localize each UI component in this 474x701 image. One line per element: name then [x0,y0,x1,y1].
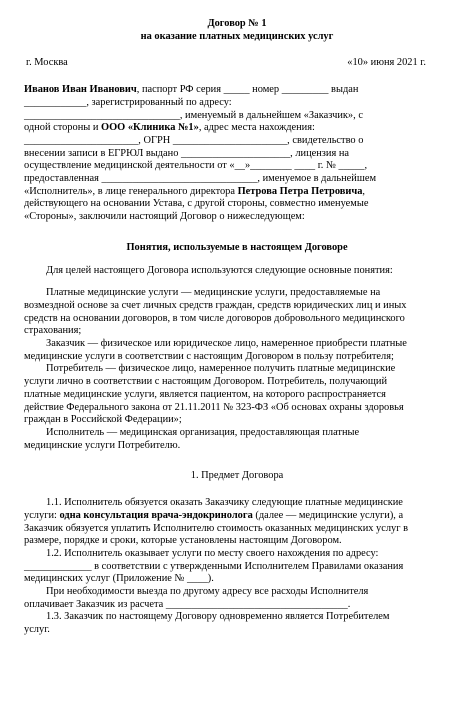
definition-executor-line-2: медицинские услуги Потребителю. [24,439,181,451]
clinic-name: ООО «Клиника №1» [101,122,199,134]
clause-1-1-line-2-pre: услуги: [24,509,60,521]
clause-1-3-line-1: 1.3. Заказчик по настоящему Договору одновременно является Потребителем [46,611,390,623]
clause-1-1-line-3: Заказчик обязуется уплатить Исполнителю стоимость оказанных медицинских услуг в [24,522,409,534]
concepts-definitions [24,287,450,452]
parties-line-9-post: , [362,185,366,197]
parties-line-4-pre: одной стороны и [24,122,101,134]
definition-consumer-line-2: услуги лично в соответствии с настоящим Договором. Потребитель, получающий [24,376,388,388]
clause-1-2-line-5: оплачивает Заказчик из расчета ___________________________________. [24,598,351,610]
parties-line-5: ______________________, ОГРН ______________________, свидетельство о [24,134,364,146]
definition-paid-services-line-4: страхования; [24,325,82,337]
section-1-body [24,497,450,637]
clause-1-2-line-4: При необходимости выезда по другому адресу все расходы Исполнителя [46,586,369,598]
parties-line-3: ______________________________, именуемый в дальнейшем «Заказчик», с [24,109,363,121]
definition-consumer-line-4: действие Федерального закона от 21.11.2011 № 323-ФЗ «Об основах охраны здоровья [24,401,404,413]
parties-line-11: «Стороны», заключили настоящий Договор о нижеследующем: [24,211,305,223]
definition-customer-line-1: Заказчик — физическое или юридическое лицо, намеренное приобрести платные [46,338,407,350]
definition-consumer-line-5: граждан в Российской Федерации»; [24,414,182,426]
customer-name: Иванов Иван Иванович [24,84,137,96]
parties-line-6: внесении записи в ЕГРЮЛ выдано _____________________, лицензия на [24,147,350,159]
place-date-row [24,57,450,70]
definition-consumer-line-1: Потребитель — физическое лицо, намеренное получить платные медицинские [46,363,396,375]
parties-line-1: , паспорт РФ серия _____ номер _________ выдан [136,84,359,96]
clause-1-2-line-2: _____________ в соответствии с утвержденными Исполнителем Правилами оказания [24,560,404,572]
concepts-intro: Для целей настоящего Договора используются следующие основные понятия: [46,264,393,276]
parties-line-10: действующего на основании Устава, с другой стороны, совместно именуемые [24,198,369,210]
definition-paid-services-line-1: Платные медицинские услуги — медицинские услуги, предоставляемые на [46,287,381,299]
parties-line-9-pre: «Исполнитель», в лице генерального директора [24,185,238,197]
clause-1-3-line-2: услуг. [24,624,50,636]
definition-paid-services-line-3: средств на основании договоров, в том числе договоров добровольного медицинского [24,312,405,324]
concepts-heading: Понятия, используемые в настоящем Договоре [126,241,348,253]
date-text: «10» июня 2021 г. [347,57,426,69]
parties-paragraph [24,84,450,224]
clause-1-2-line-1: 1.2. Исполнитель оказывает услуги по месту своего нахождения по адресу: [46,547,379,559]
document-title: Договор № 1 [207,18,267,29]
parties-line-2: ____________, зарегистрированный по адресу: [24,96,232,108]
clause-1-1-line-4: размере, порядке и сроки, которые установлены настоящим Договором. [24,535,342,547]
definition-paid-services-line-2: возмездной основе за счет личных средств граждан, средств юридических лиц и иных [24,299,407,311]
section-1-heading: 1. Предмет Договора [190,470,284,482]
clause-1-2-line-3: медицинских услуг (Приложение № ____). [24,573,214,585]
definition-executor-line-1: Исполнитель — медицинская организация, предоставляющая платные [46,426,360,438]
parties-line-7: осуществление медицинской деятельности от «__»________ ____ г. № _____, [24,160,368,172]
definition-consumer-line-3: платные медицинские услуги, является пациентом, на которого распространяется [24,388,386,400]
parties-line-4-post: , адрес места нахождения: [198,122,315,134]
service-name: одна консультация врача-эндокринолога [59,509,253,521]
clause-1-1-line-1: 1.1. Исполнитель обязуется оказать Заказчику следующие платные медицинские [46,497,403,509]
document-subtitle: на оказание платных медицинских услуг [140,30,334,42]
definition-customer-line-2: медицинские услуги в соответствии с настоящим Договором в пользу потребителя; [24,350,394,362]
director-name: Петрова Петра Петровича [237,185,363,197]
parties-line-8: предоставленная ______________________________, именуемое в дальнейшем [24,173,377,185]
clause-1-1-line-2-post: (далее — медицинские услуги), а [252,509,404,521]
city-text: г. Москва [26,57,68,69]
